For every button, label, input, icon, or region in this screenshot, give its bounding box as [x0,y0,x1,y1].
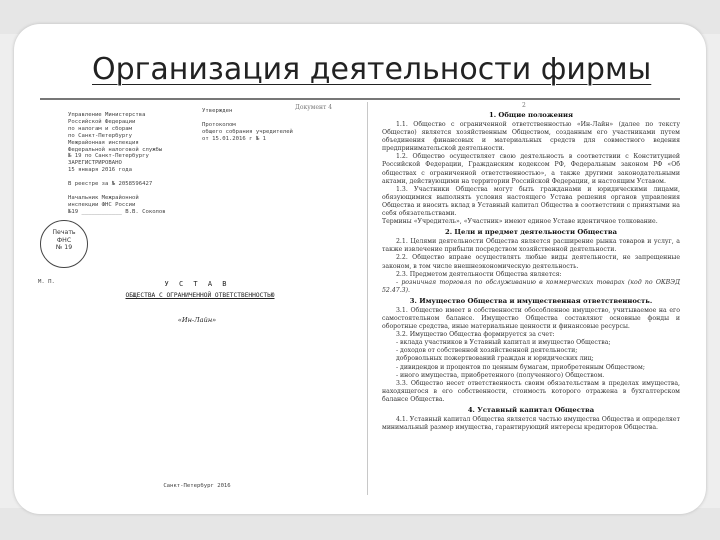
title-underline-rule [40,98,680,100]
paragraph: 2.2. Общество вправе осуществлять любые виды деятельности, не запрещенные законом, в том числе внешнеэкономическую деятельность. [382,254,680,270]
registration-stamp [68,112,198,216]
charter-body [382,109,680,432]
stamp-line: Управление Министерства [68,112,146,118]
stamp-line: Межрайонная инспекция [68,139,139,146]
stamp-line: ЗАРЕГИСТРИРОВАНО [68,160,122,167]
paragraph: 3.3. Общество несет ответственность своим обязательствам в пределах имущества, находящегося в его собственности, стоимость которого отражена в бухгалтерском балансе Общества. [382,379,680,403]
section-heading: 3. Имущество Общества и имущественная ответственность. [409,296,653,305]
stamp-line: Российской Федерации [68,118,136,125]
document-heading: У С Т А В [164,280,230,288]
page-number-label: 2 [522,102,526,109]
paragraph: - дивидендов и процентов по ценным бумагам, приобретенным Обществом; [396,363,645,371]
stamp-line: 15 января 2016 года [68,167,132,174]
paragraph: 2.1. Целями деятельности Общества является расширение рынка товаров и услуг, а также извлечение прибыли посредством хозяйственной деятельности. [382,238,680,254]
stamp-line: по налогам и сборам [68,125,132,132]
section-heading: 2. Цели и предмет деятельности Общества [444,228,618,237]
tax-office-seal [40,220,88,268]
approval-block [202,108,352,143]
approval-line: от 15.01.2016 г № 1 [202,135,266,142]
seal-place-label: М. П. [38,279,55,285]
stamp-line: Федеральной налоговой службы [68,146,163,153]
organization-type: ОБЩЕСТВА С ОГРАНИЧЕННОЙ ОТВЕТСТВЕННОСТЬЮ [125,292,275,299]
paragraph: - доходов от собственной хозяйственной деятельности; [396,347,578,355]
stamp-line: № 19 по Санкт-Петербургу [68,153,149,160]
page-divider [367,102,368,495]
paragraph: - вклада участников в Уставный капитал и имущество Общества; [396,339,611,347]
document-image [30,102,684,495]
stamp-line: Начальник Межрайонной [68,194,139,201]
paragraph: 3.2. Имущество Общества формируется за счет: [396,331,555,339]
seal-text: ФНС [56,236,72,244]
section-heading: 4. Уставный капитал Общества [467,406,595,414]
approval-line: Протоколом [202,121,236,128]
page-number-label: Документ 4 [295,104,333,111]
paragraph: 2.3. Предметом деятельности Общества является: [396,270,562,278]
seal-text: № 19 [55,244,73,252]
paragraph: 3.1. Общество имеет в собственности обособленное имущество, учитываемое на его самостоятельном балансе. Имущество Общества составляют основные фонды и оборотные средства, иные материальные ценности и финансовые ресурсы. [382,306,680,331]
stamp-line: по Санкт-Петербургу [68,132,132,139]
paragraph: - иного имущества, приобретенного (полученного) Обществом. [396,371,605,379]
seal-text: Печать [52,229,76,236]
approval-line [202,115,352,122]
stamp-line: инспекции ФНС России [68,201,136,208]
approval-line: общего собрания учредителей [202,128,293,135]
paragraph: 1.2. Общество осуществляет свою деятельность в соответствии с Конституцией Российской Федерации, Гражданским кодексом РФ, Федеральным законом РФ «Об обществах с ограниченной ответственностью», а также другими законодательными актами, действующими на территории Российской Федерации, и настоящим Уставом. [382,153,680,185]
paragraph: добровольных пожертвований граждан и юридических лиц; [396,355,594,363]
stamp-line [68,188,198,195]
stamp-line: В реестре за № 2058596427 [68,181,153,188]
paragraph: - розничная торговля по обслуживанию в коммерческих товарах (код по ОКВЭД 52.47.3). [382,278,680,294]
city-year: Санкт-Петербург 2016 [163,483,231,489]
paragraph: 1.1. Общество с ограниченной ответственностью «Ин-Лайн» (далее по тексту Общество) является хозяйственным Обществом, созданным его участниками путем объединения финансовых и материальных средств для совместного ведения предпринимательской деятельности. [382,121,680,153]
slide-title: Организация деятельности фирмы [92,52,652,87]
approval-line: Утвержден [202,108,233,114]
stamp-line [68,174,198,181]
section-heading: 1. Общие положения [488,111,574,119]
document-page-text [372,102,684,495]
stamp-line: №19 ____________ В.В. Соколов [68,208,166,215]
paragraph: 4.1. Уставный капитал Общества является частью имущества Общества и определяет минимальный размер имущества, гарантирующий интересы кредиторов Общества. [382,416,680,432]
paragraph: 1.3. Участники Общества могут быть гражданами и юридическими лицами, обязующимися выполнять условия настоящего Устава решения органов управления Общества и вносить вклад в Уставный капитал Общества в соответствии с принятыми на себя обязательствами. [382,185,680,218]
document-page-title [30,102,364,495]
paragraph: Термины «Учредитель», «Участник» имеют единое Уставе идентичное толкование. [382,218,658,226]
firm-name: «Ин-Лайн» [177,316,217,324]
